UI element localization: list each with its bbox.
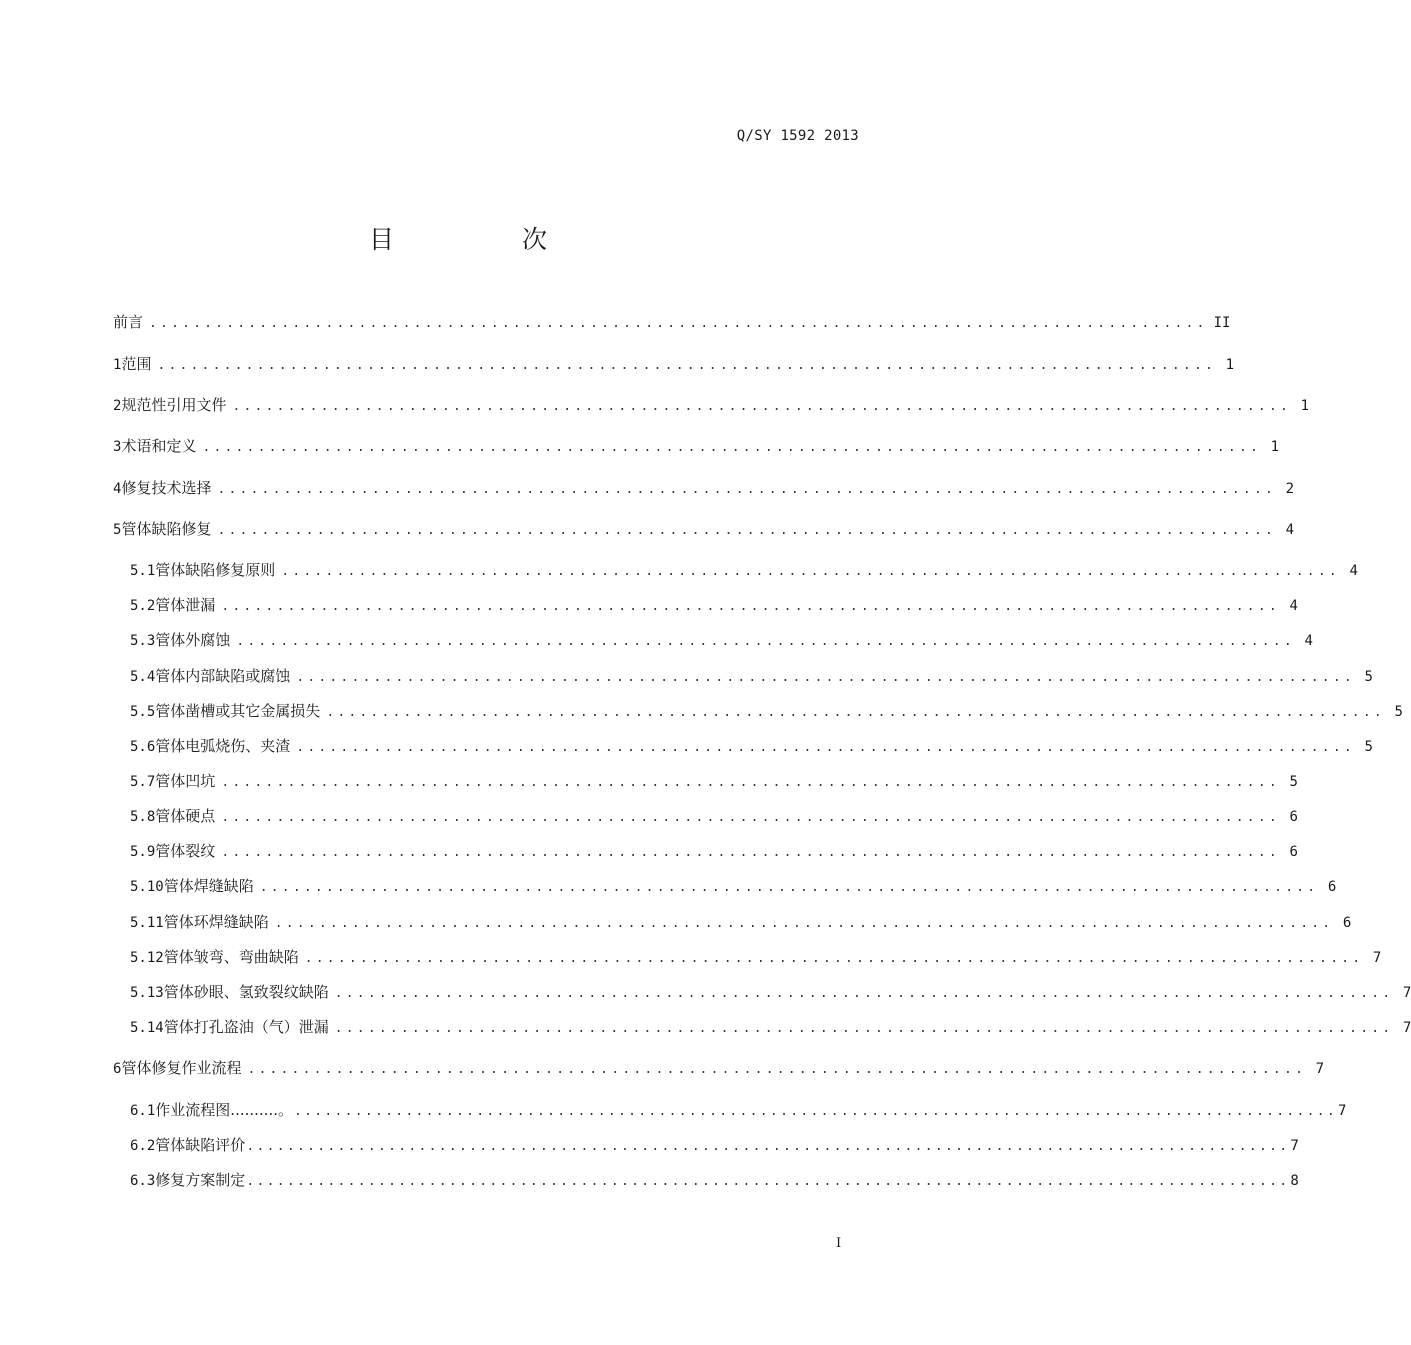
toc-entry-page: 4 [1285,522,1295,538]
toc-dot-leader: ................................................................................................ [232,399,1292,414]
toc-entry-page: II [1213,315,1231,331]
toc-entry-page: 4 [1289,598,1298,614]
toc-entry-page: 6 [1342,915,1352,931]
toc-entry-number: 1 [113,357,122,373]
toc-entry-label: 管体焊缝缺陷 [163,877,254,895]
toc-dot-leader: ................................................................................................ [326,705,1385,720]
toc-dot-leader: ................................................................................................ [217,482,1277,497]
toc-entry-number: 5.2 [130,598,156,614]
toc-dot-leader: ................................................................................................ [221,599,1280,614]
toc-entry-page: 4 [1349,563,1358,579]
toc-entry-label: 管体凿槽或其它金属损失 [155,702,321,720]
toc-entry-label: 管体打孔盗油（气）泄漏 [163,1018,329,1036]
toc-entry-number: 5 [113,522,122,538]
toc-entry-number: 6.1 [130,1103,156,1119]
toc-entry-5-4[interactable] [130,666,1373,686]
toc-entry-number: 5.6 [130,739,156,755]
toc-entry-label: 术语和定义 [121,437,197,455]
toc-entry-label: 管体电弧烧伤、夹渣 [155,737,291,755]
toc-entry-6-2[interactable] [130,1135,1299,1155]
toc-entry-number: 5.14 [130,1020,164,1036]
toc-entry-5-5[interactable] [130,701,1403,721]
toc-entry-page: 5 [1364,669,1373,685]
toc-entry-6-1[interactable] [130,1100,1347,1120]
toc-entry-number: 5.8 [130,809,156,825]
toc-entry-6[interactable] [113,1058,1325,1078]
toc-dot-leader: ................................................................................................ [157,358,1217,373]
toc-entry-number: 5.7 [130,774,156,790]
toc-entry-5-2[interactable] [130,595,1298,615]
toc-entry-page: 4 [1304,633,1313,649]
toc-entry-number: 5.5 [130,704,156,720]
toc-entry-label: 管体缺陷修复原则 [155,561,276,579]
toc-entry-label: 管体凹坑 [155,772,216,790]
toc-entry-page: 8 [1290,1173,1299,1189]
toc-entry-5-11[interactable] [130,912,1352,932]
toc-entry-page: 5 [1289,774,1298,790]
toc-entry-number: 5.10 [130,879,164,895]
toc-entry-label: 管体皱弯、弯曲缺陷 [163,948,299,966]
toc-dot-leader: ................................................................................................ [304,951,1364,966]
toc-dot-leader: ................................................................................................ [202,440,1262,455]
toc-entry-page: 7 [1290,1138,1299,1154]
toc-dot-leader: ................................................................................................ [296,740,1355,755]
toc-entry-label: 修复方案制定 [155,1171,246,1189]
toc-dot-leader: ................................................................................................ [281,564,1340,579]
toc-entry-6-3[interactable] [130,1170,1299,1190]
toc-entry-number: 6 [113,1061,122,1077]
toc-entry-5-1[interactable] [130,560,1358,580]
footer-page-number: I [836,1236,842,1251]
toc-dot-leader: ................................................................................................ [259,880,1319,895]
toc-entry-page: 2 [1285,481,1295,497]
toc-entry-label: 管体外腐蚀 [155,631,231,649]
toc-entry-3[interactable] [113,436,1280,456]
toc-entry-number: 5.3 [130,633,156,649]
toc-entry-number: 5.1 [130,563,156,579]
toc-dot-leader: ....................................................................................................... [246,1174,1290,1189]
toc-entry-5-10[interactable] [130,876,1337,896]
toc-entry-label: 前言 [113,313,144,331]
toc-entry-page: 7 [1338,1103,1347,1119]
document-code: Q/SY 1592 2013 [736,128,859,144]
toc-dot-leader: ....................................................................................................... [293,1104,1338,1119]
toc-entry-number: 6.3 [130,1173,156,1189]
toc-dot-leader: ................................................................................................ [296,670,1355,685]
toc-entry-label: 作业流程图..........。 [155,1101,293,1119]
toc-entry-number: 5.13 [130,985,164,1001]
toc-entry-5-12[interactable] [130,947,1382,967]
toc-dot-leader: ................................................................................................ [334,1021,1394,1036]
toc-entry-label: 管体砂眼、氢致裂纹缺陷 [163,983,329,1001]
toc-entry-label: 范围 [121,355,152,373]
toc-entry-2[interactable] [113,395,1310,415]
toc-entry-label: 规范性引用文件 [121,396,227,414]
toc-entry-label: 管体修复作业流程 [121,1059,242,1077]
toc-dot-leader: ................................................................................................ [217,523,1277,538]
toc-dot-leader: ................................................................................................ [236,634,1295,649]
toc-entry-5[interactable] [113,519,1295,539]
toc-entry-label: 管体环焊缝缺陷 [163,913,269,931]
toc-dot-leader: ................................................................................................ [149,316,1208,331]
toc-dot-leader: ................................................................................................ [221,845,1280,860]
toc-entry-label: 管体缺陷评价 [155,1136,246,1154]
toc-entry-number: 5.9 [130,844,156,860]
toc-entry-label: 修复技术选择 [121,479,212,497]
toc-dot-leader: ................................................................................................ [274,916,1334,931]
toc-dot-leader: ....................................................................................................... [246,1139,1290,1154]
toc-entry-number: 5.4 [130,669,156,685]
toc-entry-page: 5 [1394,704,1403,720]
toc-entry-page: 7 [1372,950,1382,966]
toc-dot-leader: ................................................................................................ [334,986,1394,1001]
toc-entry-label: 管体裂纹 [155,842,216,860]
toc-entry-label: 管体硬点 [155,807,216,825]
toc-entry-label: 管体缺陷修复 [121,520,212,538]
toc-entry-page: 6 [1289,844,1298,860]
toc-entry-number: 2 [113,398,122,414]
toc-entry-number: 5.12 [130,950,164,966]
toc-entry-5-7[interactable] [130,771,1298,791]
toc-entry-number: 5.11 [130,915,164,931]
toc-entry-5-8[interactable] [130,806,1298,826]
toc-entry-5-14[interactable] [130,1017,1411,1037]
page-title: 目 次 [369,225,607,254]
toc-entry-5-6[interactable] [130,736,1373,756]
toc-dot-leader: ................................................................................................ [247,1062,1307,1077]
toc-entry-1[interactable] [113,354,1235,374]
toc-entry-page: 5 [1364,739,1373,755]
toc-entry-page: 6 [1289,809,1298,825]
toc-entry-label: 管体泄漏 [155,596,216,614]
toc-entry-page: 7 [1315,1061,1325,1077]
toc-dot-leader: ................................................................................................ [221,775,1280,790]
toc-entry-page: 1 [1300,398,1310,414]
toc-entry-4[interactable] [113,478,1295,498]
toc-entry-page: 1 [1270,439,1280,455]
toc-entry-label: 管体内部缺陷或腐蚀 [155,667,291,685]
toc-entry-5-3[interactable] [130,630,1313,650]
toc-entry-number: 6.2 [130,1138,156,1154]
toc-entry-number: 3 [113,439,122,455]
toc-dot-leader: ................................................................................................ [221,810,1280,825]
toc-entry-page: 7 [1402,985,1411,1001]
toc-entry-5-9[interactable] [130,841,1298,861]
toc-entry-5-13[interactable] [130,982,1411,1002]
toc-entry-page: 6 [1327,879,1337,895]
toc-entry-number: 4 [113,481,122,497]
toc-entry-page: 1 [1225,357,1235,373]
toc-entry-page: 7 [1402,1020,1411,1036]
toc-entry-preface[interactable] [113,312,1231,332]
